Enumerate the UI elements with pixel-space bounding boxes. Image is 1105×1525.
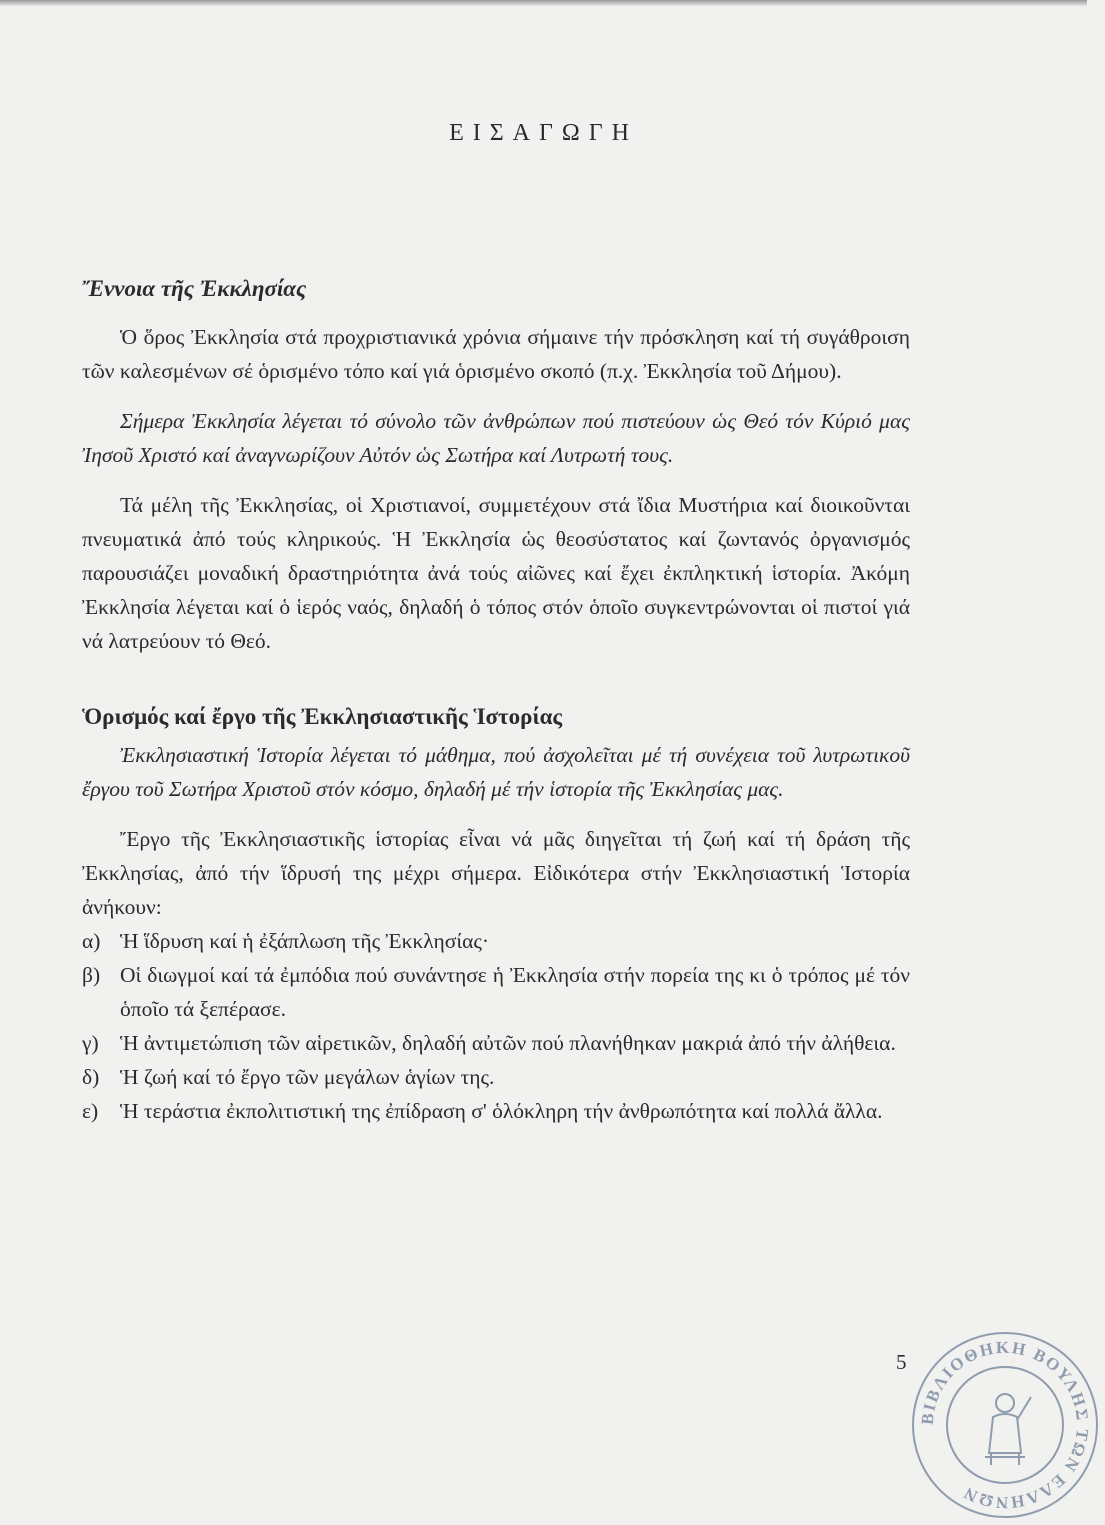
section2-heading: Ὁρισμός καί ἔργο τῆς Ἐκκλησιαστικῆς Ἱστορίας — [82, 704, 563, 729]
page-title: ΕΙΣΑΓΩΓΗ — [449, 120, 638, 146]
section2-paragraph-2: Ἔργο τῆς Ἐκκλησιαστικῆς ἱστορίας εἶναι νά μᾶς διηγεῖται τή ζωή καί τή δράση τῆς Ἐκκλησίας, ἀπό τήν ἵδρυσή της μέχρι σήμερα. Εἰδικότερα στήν Ἐκκλησιαστική Ἱστορία ἀνήκουν: — [82, 827, 910, 919]
list-item-marker: γ) — [82, 1031, 99, 1055]
topics-list — [82, 924, 910, 1128]
list-item-marker: β) — [82, 963, 101, 987]
list-item-text: Ἡ ζωή καί τό ἔργο τῶν μεγάλων ἁγίων της. — [120, 1065, 495, 1089]
list-item — [82, 958, 910, 1026]
section2-paragraph-1: Ἐκκλησιαστική Ἱστορία λέγεται τό μάθημα, πού ἀσχολεῖται μέ τή συνέχεια τοῦ λυτρωτικοῦ ἔργου τοῦ Σωτήρα Χριστοῦ στόν κόσμο, δηλαδή μέ τήν ἱστορία τῆς Ἐκκλησίας μας. — [82, 743, 910, 801]
page-content — [82, 272, 910, 1128]
section1-paragraph-3: Τά μέλη τῆς Ἐκκλησίας, οἱ Χριστιανοί, συμμετέχουν στά ἴδια Μυστήρια καί διοικοῦνται πνευματικά ἀπό τούς κληρικούς. Ἡ Ἐκκλησία ὡς θεοσύστατος καί ζωντανός ὀργανισμός παρουσιάζει μοναδική δραστηριότητα ἀνά τούς αἰῶνες καί ἔχει ἐκπληκτική ἱστορία. Ἀκόμη Ἐκκλησία λέγεται καί ὁ ἱερός ναός, δηλαδή ὁ τόπος στόν ὁποῖο συγκεντρώνονται οἱ πιστοί γιά νά λατρεύουν τό Θεό. — [82, 493, 910, 653]
svg-text:ΒΙΒΛΙΟΘΗΚΗ ΒΟΥΛΗΣ ΤΩΝ ΕΛΛΗΝΩΝ: ΒΙΒΛΙΟΘΗΚΗ ΒΟΥΛΗΣ ΤΩΝ ΕΛΛΗΝΩΝ — [917, 1337, 1093, 1513]
list-item-text: Ἡ ἀντιμετώπιση τῶν αἱρετικῶν, δηλαδή αὐτῶν πού πλανήθηκαν μακριά ἀπό τήν ἀλήθεια. — [120, 1031, 896, 1055]
list-item-marker: α) — [82, 929, 101, 953]
list-item — [82, 1094, 910, 1128]
list-item — [82, 1060, 910, 1094]
list-item-text: Οἱ διωγμοί καί τά ἐμπόδια πού συνάντησε ἡ Ἐκκλησία στήν πορεία της κι ὁ τρόπος μέ τόν ὁποῖο τά ξεπέρασε. — [120, 963, 910, 1021]
page-top-edge — [0, 0, 1087, 6]
list-item — [82, 924, 910, 958]
page-number: 5 — [896, 1350, 907, 1374]
list-item-text: Ἡ ἵδρυση καί ἡ ἐξάπλωση τῆς Ἐκκλησίας· — [120, 929, 490, 953]
list-item-marker: δ) — [82, 1065, 100, 1089]
list-item — [82, 1026, 910, 1060]
section1-paragraph-2: Σήμερα Ἐκκλησία λέγεται τό σύνολο τῶν ἀνθρώπων πού πιστεύουν ὡς Θεό τόν Κύριό μας Ἰησοῦ Χριστό καί ἀναγνωρίζουν Αὐτόν ὡς Σωτήρα καί Λυτρωτή τους. — [82, 409, 910, 467]
library-stamp — [905, 1325, 1105, 1525]
list-item-text: Ἡ τεράστια ἐκπολιτιστική της ἐπίδραση σ' ὁλόκληρη τήν ἀνθρωπότητα καί πολλά ἄλλα. — [120, 1099, 883, 1123]
section1-heading: Ἔννοια τῆς Ἐκκλησίας — [82, 276, 307, 301]
section1-paragraph-1: Ὁ ὅρος Ἐκκλησία στά προχριστιανικά χρόνια σήμαινε τήν πρόσκληση καί τή συγάθροιση τῶν καλεσμένων σέ ὁρισμένο τόπο καί γιά ὁρισμένο σκοπό (π.χ. Ἐκκλησία τοῦ Δήμου). — [82, 325, 910, 383]
list-item-marker: ε) — [82, 1099, 99, 1123]
